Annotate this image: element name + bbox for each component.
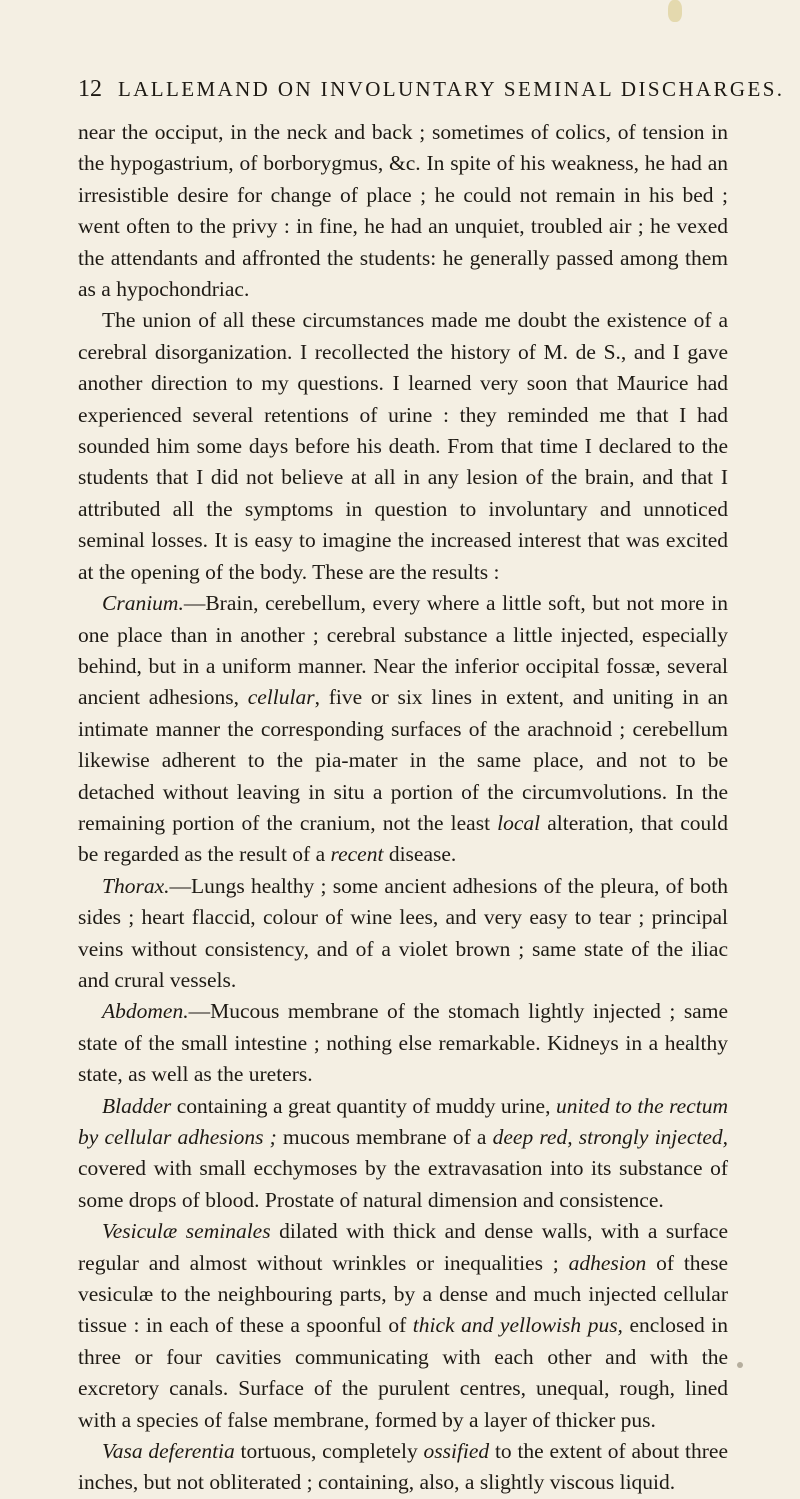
bladder-heading: Bladder: [102, 1093, 172, 1118]
paragraph-cranium: Cranium.—Brain, cerebellum, every where a little soft, but not more in one place than in another ; cerebral substance a little injected, especially behind, but in a uniform manner. Near the inferior occipital fossæ, several ancient adhesions, cellular, five or six lines in extent, and uniting in an intimate manner the corresponding surfaces of the arachnoid ; cerebellum likewise adherent to the pia-mater in the same place, and not to be detached without leaving in situ a portion of the circumvolutions. In the remaining portion of the cranium, not the least local alteration, that could be regarded as the result of a recent disease.: [78, 591, 728, 867]
paragraph-intro: near the occiput, in the neck and back ; sometimes of colics, of tension in the hypogastrium, of borborygmus, &c. In spite of his weakness, he had an irresistible desire for change of place ; he could not remain in his bed ; went often to the privy : in fine, he had an unquiet, troubled air ; he vexed the attendants and affronted the students: he generally passed among them as a hypochondriac.: [78, 120, 728, 302]
paragraph-conclusion: The union of all these circumstances made me doubt the existence of a cerebral disorganization. I recollected the history of M. de S., and I gave another direction to my questions. I learned very soon that Maurice had experienced several retentions of urine : they reminded me that I had sounded him some days before his death. From that time I declared to the students that I did not believe at all in any lesion of the brain, and that I attributed all the symptoms in question to involuntary and unnoticed seminal losses. It is easy to imagine the increased interest that was excited at the opening of the body. These are the results :: [78, 308, 728, 584]
paper-stain: [668, 0, 682, 22]
paragraph-bladder: Bladder containing a great quantity of muddy urine, united to the rectum by cellular adhesions ; mucous membrane of a deep red, strongly injected, covered with small ecchymoses by the extravasation into its substance of some drops of blood. Prostate of natural dimension and consistence.: [78, 1093, 729, 1212]
cranium-heading: Cranium.: [102, 591, 184, 616]
running-header: [78, 76, 785, 103]
abdomen-heading: Abdomen.: [102, 999, 189, 1024]
paragraph-abdomen: Abdomen.—Mucous membrane of the stomach lightly injected ; same state of the small intestine ; nothing else remarkable. Kidneys in a healthy state, as well as the ureters.: [78, 999, 728, 1087]
running-title: LALLEMAND ON INVOLUNTARY SEMINAL DISCHARGES.: [118, 77, 785, 101]
paragraph-vesiculae: Vesiculæ seminales dilated with thick and dense walls, with a surface regular and almost without wrinkles or inequalities ; adhesion of these vesiculæ to the neighbouring parts, by a dense and much injected cellular tissue : in each of these a spoonful of thick and yellowish pus, enclosed in three or four cavities communicating with each other and with the excretory canals. Surface of the purulent centres, unequal, rough, lined with a species of false membrane, formed by a layer of thicker pus.: [78, 1219, 728, 1432]
paragraph-thorax: Thorax.—Lungs healthy ; some ancient adhesions of the pleura, of both sides ; heart flaccid, colour of wine lees, and very easy to tear ; principal veins without consistency, and of a violet brown ; same state of the iliac and crural vessels.: [78, 873, 728, 992]
paragraph-vasa: Vasa deferentia tortuous, completely ossified to the extent of about three inches, but not obliterated ; containing, also, a slightly viscous liquid.: [78, 1439, 728, 1495]
thorax-heading: Thorax.: [102, 873, 170, 898]
vesiculae-heading: Vesiculæ seminales: [102, 1219, 271, 1244]
vasa-heading: Vasa deferentia: [102, 1439, 235, 1464]
page-number: 12: [78, 76, 102, 102]
page-body: [78, 117, 728, 1499]
paper-speck: [737, 1362, 743, 1368]
